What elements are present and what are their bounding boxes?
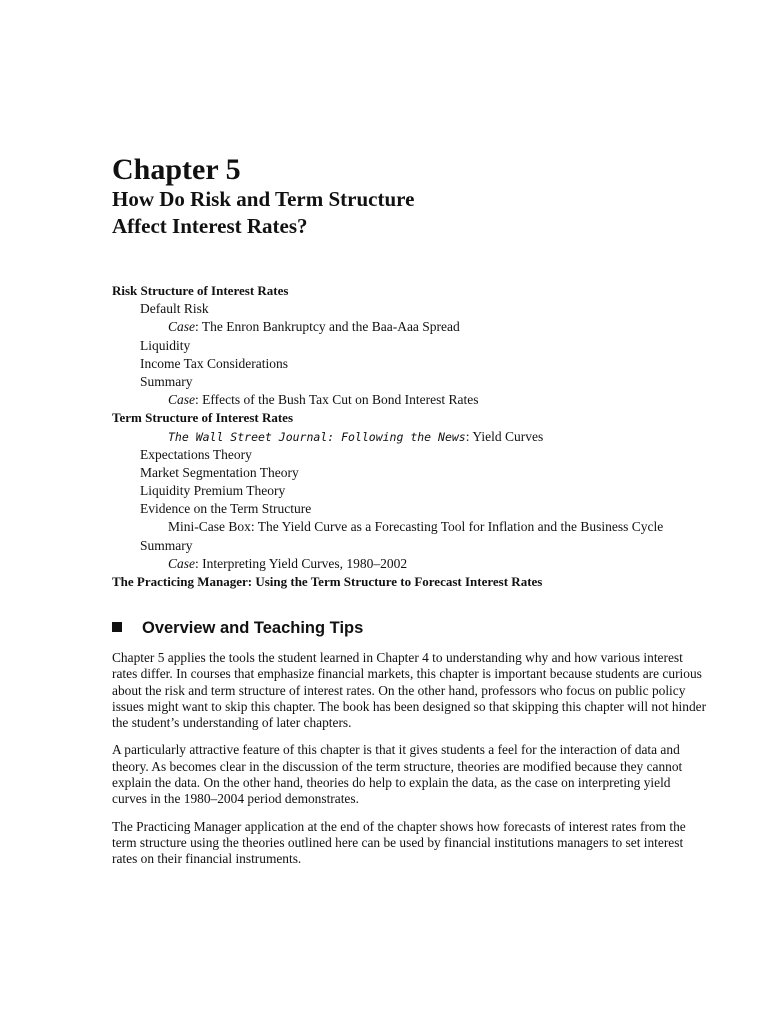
paragraph: Chapter 5 applies the tools the student learned in Chapter 4 to understanding why and how various interest rates differ. In courses that emphasize financial markets, this chapter is important because students are curious about the risk and term structure of interest rates. On the other hand, professors who focus on public policy issues might want to skip this chapter. The book has been designed so that skipping this chapter will not hinder the student’s understanding of later chapters. — [112, 650, 707, 731]
outline-item — [112, 428, 732, 446]
outline-item-text: Income Tax Considerations — [140, 355, 289, 371]
outline-item-text: Mini-Case Box: The Yield Curve as a Forecasting Tool for Inflation and the Business Cycle — [168, 519, 664, 535]
outline-item-text: Summary — [140, 373, 193, 389]
paragraph: The Practicing Manager application at the end of the chapter shows how forecasts of interest rates from the term structure using the theories outlined here can be used by financial institutions managers to set interest rates on their financial instruments. — [112, 818, 686, 867]
outline-item-text: Liquidity — [140, 337, 191, 353]
outline-item-text: Summary — [140, 537, 193, 553]
outline-item — [112, 482, 732, 500]
square-bullet-icon — [112, 622, 122, 632]
outline-item-text: The Practicing Manager: Using the Term Structure to Forecast Interest Rates — [112, 574, 543, 589]
outline-item-prefix: The Wall Street Journal: Following the News — [168, 429, 466, 444]
outline-item — [112, 337, 732, 355]
outline-item-prefix: Case — [168, 392, 195, 408]
outline-item — [112, 518, 732, 536]
outline-item-text: Expectations Theory — [140, 446, 252, 462]
outline-item — [112, 391, 732, 409]
chapter-outline — [112, 282, 732, 591]
overview-heading — [112, 618, 363, 638]
chapter-subtitle — [112, 186, 414, 240]
outline-section-heading — [112, 282, 732, 300]
outline-item — [112, 555, 732, 573]
outline-item — [112, 355, 732, 373]
outline-section-heading — [112, 573, 732, 591]
chapter-subtitle-line-1: How Do Risk and Term Structure — [112, 187, 415, 211]
outline-item — [112, 318, 732, 336]
outline-item — [112, 446, 732, 464]
outline-item-text: : Effects of the Bush Tax Cut on Bond Interest Rates — [195, 392, 479, 408]
outline-item-prefix: Case — [168, 319, 195, 335]
outline-section-heading — [112, 409, 732, 427]
overview-body — [112, 650, 708, 879]
outline-item — [112, 537, 732, 555]
outline-item-text: Term Structure of Interest Rates — [112, 410, 293, 426]
outline-item-text: Default Risk — [140, 301, 209, 317]
outline-item-text: : Yield Curves — [465, 428, 544, 444]
paragraph: A particularly attractive feature of this chapter is that it gives students a feel for the interaction of data and theory. As becomes clear in the discussion of the term structure, theories are modified because they cannot explain the data. On the other hand, theories do help to explain the data, as the case on interpreting yield curves in the 1980–2004 period demonstrates. — [112, 742, 683, 807]
outline-item-text: Market Segmentation Theory — [140, 464, 299, 480]
chapter-heading: Chapter 5 — [112, 153, 241, 186]
outline-item-text: Risk Structure of Interest Rates — [112, 283, 289, 298]
outline-item-text: Evidence on the Term Structure — [140, 501, 312, 517]
chapter-subtitle-line-2: Affect Interest Rates? — [112, 214, 308, 238]
outline-item — [112, 373, 732, 391]
outline-item-text: Liquidity Premium Theory — [140, 483, 286, 499]
outline-item — [112, 300, 732, 318]
outline-item — [112, 464, 732, 482]
outline-item-text: : Interpreting Yield Curves, 1980–2002 — [195, 555, 408, 571]
overview-heading-text: Overview and Teaching Tips — [142, 619, 364, 637]
outline-item — [112, 500, 732, 518]
outline-item-prefix: Case — [168, 555, 195, 571]
outline-item-text: : The Enron Bankruptcy and the Baa-Aaa Spread — [195, 319, 460, 335]
